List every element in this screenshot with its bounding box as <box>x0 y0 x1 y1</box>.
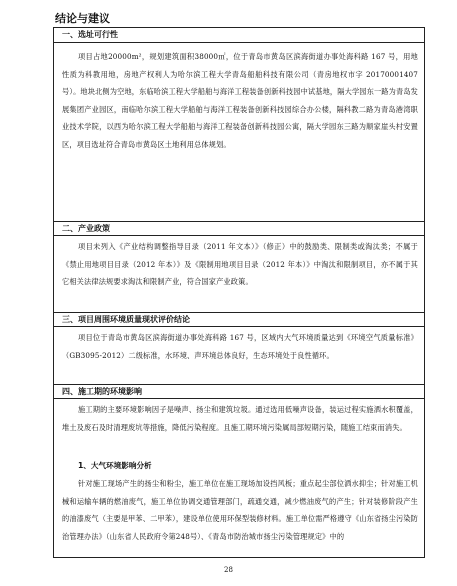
section-paragraph-construction: 施工期的主要环境影响因子是噪声、扬尘和建筑垃圾。通过选用低噪声设备，装运过程实施洒水积覆盖，堆土及废石及时清理废坑等措施，降低污染程度。且施工期环境污染属局部短期污染，随施工结束而消失。 <box>62 405 418 432</box>
page-number: 28 <box>224 566 233 574</box>
section-heading-construction: 四、施工期的环境影响 <box>54 384 424 399</box>
subsection-heading-air: 1、大气环境影响分析 <box>78 461 152 470</box>
page-title: 结论与建议 <box>55 12 110 25</box>
section-paragraph-policy: 项目未列入《产业结构调整指导目录（2011 年文本）》（修正）中的鼓励类、限制类或淘汰类；不属于《禁止用地项目目录（2012 年本）》及《限制用地项目目录（2012 年本）》中淘汰和限制项目，亦不属于其它相关法律法规要求淘汰和限制产业，符合国家产业政策。 <box>62 242 418 286</box>
section-paragraph-quality: 项目位于青岛市黄岛区滨海街道办事处海科路 167 号，区域内大气环境质量达到《环境空气质量标准》（GB3095-2012）二级标准，水环境、声环境总体良好，生态环境处于良性循环。 <box>62 333 418 360</box>
section-heading-site: 一、选址可行性 <box>54 28 424 43</box>
subsection-paragraph-air: 针对施工现场产生的扬尘和粉尘，施工单位在施工现场加设挡风板；重点起尘部位洒水抑尘；针对施工机械和运输车辆的燃油废气，施工单位协调交通管理部门，疏通交通，减少燃油废气的产生；针对装修阶段产生的油漆废气（主要是甲苯、二甲苯），建设单位使用环保型装修材料。施工单位需严格遵守《山东省扬尘污染防治管理办法》（山东省人民政府令第248号）、《青岛市防治城市扬尘污染管理规定》中的 <box>62 479 418 541</box>
content-box <box>53 27 425 558</box>
section-heading-policy: 二、产业政策 <box>54 221 424 236</box>
section-heading-quality: 三、项目周围环境质量现状评价结论 <box>54 312 424 327</box>
section-paragraph-site: 项目占地20000m²，规划建筑面积38000㎡，位于青岛市黄岛区滨海街道办事处海科路 167 号，用地性质为科教用地，房地产权利人为哈尔滨工程大学青岛船舶科技有限公司（青房地权市字 20170001407 号）。地块北侧为空地，东临哈滨工程大学船舶与海洋工程装备创新科技园中试基地，隔大学园东一路为青岛发展集团产业园区，南临哈尔滨工程大学船舶与海洋工程装备创新科技园综合办公楼，隔科教二路为青岛港湾职业技术学院，以西为哈尔滨工程大学船舶与海洋工程装备创新科技园公寓，隔大学园东三路为顺家崖头村安置区，项目选址符合青岛市黄岛区土地利用总体规划。 <box>62 52 418 149</box>
